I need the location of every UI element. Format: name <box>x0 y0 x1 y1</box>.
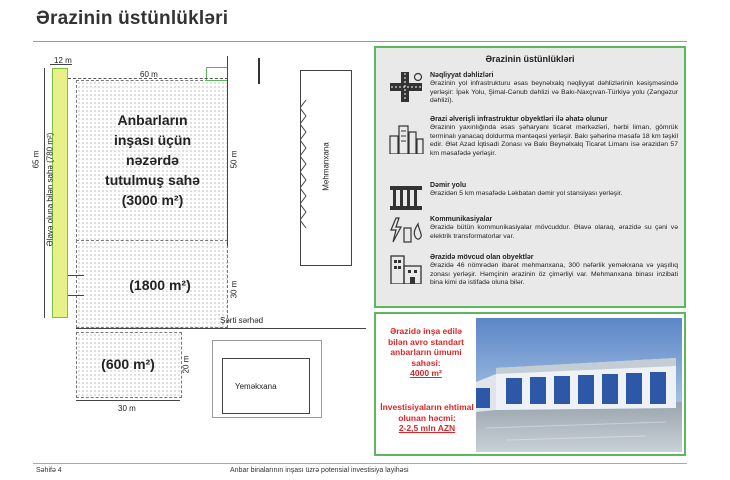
dim-65m-line <box>44 68 45 318</box>
conditional-border-line <box>76 328 366 329</box>
summary-area-text: Ərazidə inşa edilə bilən avro standart anbarların ümumi sahəsi: 4000 m² <box>380 326 472 379</box>
boundary-vertical <box>227 56 228 246</box>
boundary-tick-left2 <box>68 295 84 296</box>
summary-investment-text: İnvestisiyaların ehtimal olunan həcmi: 2-2,5 mln AZN <box>378 402 476 434</box>
dim-20m: 20 m <box>181 355 191 374</box>
road-junction-icon <box>388 72 424 102</box>
advantages-panel <box>374 46 686 308</box>
advantage-transport: Nəqliyyat dəhlizləri Ərazinin yol infrastrukturu əsas beynəlxalq nəqliyyat dəhlizlərinin kəsişməsində yerləşir: İpək Yolu, Şimal-Cənub dəhlizi və Bakı-Naxçıvan-Türkiyə yolu (Zəngəzur dəhlizi). <box>430 72 678 105</box>
railway-icon <box>388 182 424 212</box>
boundary-tick-left <box>68 275 84 276</box>
utilities-icon <box>388 216 424 246</box>
dim-60m: 60 m <box>140 70 158 79</box>
dim-65m: 65 m <box>31 150 41 169</box>
site-plan <box>30 50 370 425</box>
hotel-label: Mehmanxana <box>321 142 331 191</box>
advantage-railway: Dəmir yolu Ərazidən 5 km məsafədə Ləkbatan dəmir yol stansiyası yerləşir. <box>430 182 623 198</box>
additional-area-label: Əlavə oluna bilən sahə (780 m²) <box>45 132 55 247</box>
footer-page-number: Səhifə 4 <box>36 467 62 474</box>
warehouse-zone-600-label: (600 m²) <box>101 356 155 372</box>
dim-30m-vertical: 30 m <box>229 280 239 299</box>
page-title: Ərazinin üstünlükləri <box>36 8 229 29</box>
warehouse-zone-3000-label: Anbarların inşası üçün nəzərdə tutulmuş sahə (3000 m²) <box>105 112 200 208</box>
advantage-utilities: Kommunikasiyalar Ərazidə bütün kommunikasiyalar mövcuddur. Əlavə olaraq, ərazidə su çəni və elektrik transformatorlar var. <box>430 216 678 240</box>
dim-30m-line <box>76 400 180 401</box>
city-buildings-icon <box>388 124 424 154</box>
advantages-panel-title: Ərazinin üstünlükləri <box>485 54 575 64</box>
footer-divider <box>33 463 687 464</box>
dim-12m-line <box>50 64 72 65</box>
canteen-label: Yeməkxana <box>235 382 277 391</box>
summary-area-value: 4000 m² <box>410 368 442 378</box>
warehouse-zone-1800-label: (1800 m²) <box>129 277 191 293</box>
summary-panel <box>374 312 686 456</box>
conditional-border-label: Şərti sərhəd <box>220 316 264 325</box>
dim-50m: 50 m <box>229 150 239 169</box>
advantage-existing-objects: Ərazidə mövcud olan obyektlər Ərazidə 46 nömrədən ibarət mehmanxana, 300 nəfərlik yeməkxana və yaşıllıq zonası yerləşir. Həmçinin ərazinin öz çimərliyi var. Mehmanxana binası inzibati bina kimi də istifadə oluna bilər. <box>430 254 678 287</box>
warehouse-photo <box>476 318 682 452</box>
boundary-tick-top <box>258 58 260 84</box>
title-divider <box>33 41 687 42</box>
footer-project-name: Anbar binalarının inşası üzrə potensial investisiya layihəsi <box>230 467 409 474</box>
dim-12m: 12 m <box>54 56 72 65</box>
advantage-infrastructure: Ərazi əlverişli infrastruktur obyektləri ilə əhatə olunur Ərazinin yaxınlığında əsas şəharyanı ticarət mərkəzləri, hərbi liman, gömrük terminalı yanacaq doldurma məntəqəsi yerləşir. Bakı şəhərinə məsafə 18 km təşkil edir. Ələt Azad İqtisadi Zonası və Bakı Beynəlxalq Ticarət Limanı isə ərazidən 57 km məsafədə yerləşir. <box>430 116 678 157</box>
existing-buildings-icon <box>388 254 424 284</box>
summary-investment-value: 2-2,5 mln AZN <box>398 423 456 433</box>
dim-30m-horizontal: 30 m <box>118 404 136 413</box>
